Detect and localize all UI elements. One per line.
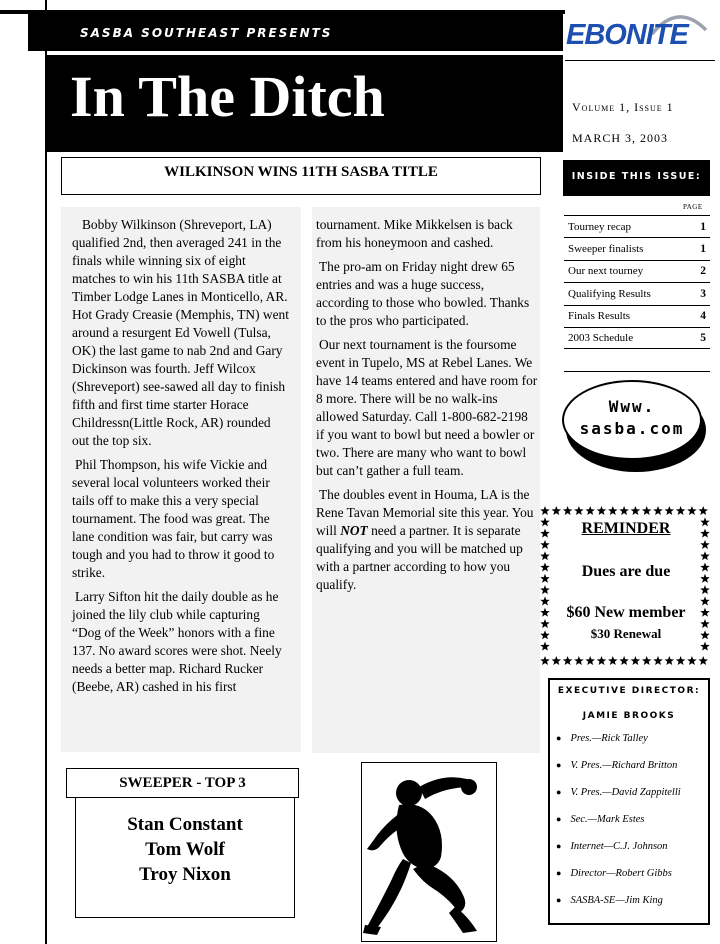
officer-text: SASBA-SE—Jim King xyxy=(570,895,663,906)
bullet-icon: ● xyxy=(556,841,562,851)
star-border-mark xyxy=(540,506,550,515)
officer-text: V. Pres.—Richard Britton xyxy=(570,760,678,771)
newsletter-title: In The Ditch xyxy=(70,64,385,129)
star-border-mark xyxy=(631,506,641,515)
star-border-mark xyxy=(540,656,550,665)
officer-item xyxy=(556,841,706,868)
star-border-mark xyxy=(676,656,686,665)
star-border-mark xyxy=(698,506,708,515)
article-text: need a partner. It is separate qualifying and you will be matched up with a partner according to how you qualify. xyxy=(316,523,523,592)
bullet-icon: ● xyxy=(556,787,562,797)
star-border-mark xyxy=(676,506,686,515)
inside-issue-title: INSIDE THIS ISSUE: xyxy=(571,171,702,182)
officer-text: Sec.—Mark Estes xyxy=(570,814,645,825)
star-border-mark xyxy=(665,656,675,665)
toc-label: Tourney recap xyxy=(568,220,632,233)
star-border-mark xyxy=(700,551,710,560)
star-border-mark xyxy=(665,506,675,515)
officer-list xyxy=(556,733,706,922)
star-border-mark xyxy=(700,540,710,549)
star-border-mark xyxy=(540,540,550,549)
officer-text: V. Pres.—David Zappitelli xyxy=(570,787,681,798)
star-border-mark xyxy=(619,506,629,515)
star-border-mark xyxy=(540,551,550,560)
bowler-silhouette-icon xyxy=(363,765,495,939)
article-paragraph: Bobby Wilkinson (Shreveport, LA) qualified 2nd, then averaged 241 in the finals while winning six of eight matches to win his 11th SASBA title at Timber Lodge Lanes in Monticello, AR. Hot Grady Creasie (Memphis, TN) went around a resurgent Ed Vowell (Tulsa, OK) the last game to nab 2nd and Gary Dickinson was fourth. Jeff Wilcox (Shreveport) see-sawed all day to finish fifth and first time starter Horace Childressn(Little Rock, AR) rounded out the top six. xyxy=(72,217,289,448)
star-border-mark xyxy=(563,656,573,665)
toc-item[interactable] xyxy=(564,305,710,327)
website-link[interactable] xyxy=(562,396,702,440)
article-column-1 xyxy=(72,216,290,702)
sweeper-title: SWEEPER - TOP 3 xyxy=(119,775,246,791)
star-border-mark xyxy=(563,506,573,515)
star-border-mark xyxy=(585,506,595,515)
article-paragraph: The pro-am on Friday night drew 65 entries and was a huge success, according to those who bowled. Thanks to the pros who participated. xyxy=(316,259,530,328)
article-column-2 xyxy=(316,216,538,600)
toc-item[interactable] xyxy=(564,327,710,349)
bullet-icon: ● xyxy=(556,868,562,878)
bullet-icon: ● xyxy=(556,760,562,770)
toc-item[interactable] xyxy=(564,237,710,259)
website-line: Www. xyxy=(608,397,656,416)
emphasis-text: NOT xyxy=(340,523,368,538)
star-border-mark xyxy=(642,656,652,665)
star-border-mark xyxy=(700,642,710,651)
toc-item[interactable] xyxy=(564,215,710,237)
toc-item[interactable] xyxy=(564,282,710,304)
toc-page: 5 xyxy=(700,332,706,345)
star-border-mark xyxy=(653,656,663,665)
article-paragraph: Phil Thompson, his wife Vickie and several local volunteers worked their tails off to make this a very special tournament. The food was great. The lane condition was fair, but carry was tough and you had to throw it good to strike. xyxy=(72,457,275,580)
logo-rule xyxy=(565,60,715,61)
sweeper-name: Tom Wolf xyxy=(145,839,225,860)
star-border-mark xyxy=(597,506,607,515)
star-border-mark xyxy=(642,506,652,515)
toc-bottom-rule xyxy=(564,371,710,372)
article-text: The doubles event in Houma, LA is the Rene Tavan Memorial site this year. You will xyxy=(316,487,534,538)
sweeper-name: Stan Constant xyxy=(127,814,243,835)
table-of-contents xyxy=(564,215,710,349)
star-border-mark xyxy=(597,656,607,665)
issue-date: MARCH 3, 2003 xyxy=(572,131,669,145)
officer-item xyxy=(556,760,706,787)
sweeper-name: Troy Nixon xyxy=(139,864,231,885)
star-border-mark xyxy=(574,506,584,515)
toc-label: Qualifying Results xyxy=(568,287,651,300)
article-paragraph: Our next tournament is the foursome event in Tupelo, MS at Rebel Lanes. We have 14 teams entered and have room for 8 more. There will be no walk-ins allowed Saturday. Call 1-800-682-2198 if you want to bowl but need a bowler or two. There are many who want to bowl but can’t gather a full team. xyxy=(316,337,538,478)
officer-item xyxy=(556,733,706,760)
star-border-mark xyxy=(608,506,618,515)
toc-page: 3 xyxy=(700,287,706,300)
article-headline: WILKINSON WINS 11TH SASBA TITLE xyxy=(164,164,438,180)
toc-page: 2 xyxy=(700,265,706,278)
renewal-fee: $30 Renewal xyxy=(590,626,662,641)
officer-text: Internet—C.J. Johnson xyxy=(570,841,668,852)
new-member-fee: $60 New member xyxy=(566,604,686,621)
page-column-label: PAGE xyxy=(683,203,703,211)
officer-item xyxy=(556,895,706,922)
executive-director-name: JAMIE BROOKS xyxy=(582,711,676,721)
star-border-mark xyxy=(653,506,663,515)
star-border-mark xyxy=(540,585,550,594)
toc-label: 2003 Schedule xyxy=(568,332,634,345)
star-border-mark xyxy=(585,656,595,665)
star-border-mark xyxy=(608,656,618,665)
star-border-mark xyxy=(698,656,708,665)
star-border-mark xyxy=(687,506,697,515)
executive-director-label: EXECUTIVE DIRECTOR: xyxy=(557,686,701,696)
bullet-icon: ● xyxy=(556,814,562,824)
toc-label: Sweeper finalists xyxy=(568,243,644,256)
reminder-title: REMINDER xyxy=(581,520,671,537)
ebonite-logo[interactable]: EBONITE xyxy=(566,19,688,51)
star-border-mark xyxy=(552,506,562,515)
article-paragraph: tournament. Mike Mikkelsen is back from his honeymoon and cashed. xyxy=(316,217,513,250)
star-border-mark xyxy=(700,585,710,594)
toc-page: 1 xyxy=(700,220,706,233)
star-border-mark xyxy=(687,656,697,665)
officer-item xyxy=(556,814,706,841)
star-border-mark xyxy=(574,656,584,665)
star-border-mark xyxy=(552,656,562,665)
toc-item[interactable] xyxy=(564,260,710,282)
toc-page: 4 xyxy=(700,310,706,323)
star-border-mark xyxy=(540,642,550,651)
officer-text: Pres.—Rick Talley xyxy=(570,733,648,744)
article-paragraph xyxy=(316,486,538,594)
website-line: sasba.com xyxy=(579,419,685,438)
bullet-icon: ● xyxy=(556,733,562,743)
officer-item xyxy=(556,868,706,895)
toc-page: 1 xyxy=(700,243,706,256)
article-paragraph: Larry Sifton hit the daily double as he joined the lily club while capturing “Dog of the Week” honors with a fine 137. No award scores were shot. Neely needs a better map. Richard Rucker (Beebe, AR) cashed in his first xyxy=(72,589,282,694)
presents-text: SASBA SOUTHEAST PRESENTS xyxy=(80,26,333,40)
volume-issue: Volume 1, Issue 1 xyxy=(572,100,674,114)
star-border-mark xyxy=(619,656,629,665)
toc-label: Our next tourney xyxy=(568,265,644,278)
toc-label: Finals Results xyxy=(568,310,631,323)
dues-notice: Dues are due xyxy=(581,563,671,580)
officer-item xyxy=(556,787,706,814)
bullet-icon: ● xyxy=(556,895,562,905)
star-border-mark xyxy=(631,656,641,665)
officer-text: Director—Robert Gibbs xyxy=(570,868,672,879)
